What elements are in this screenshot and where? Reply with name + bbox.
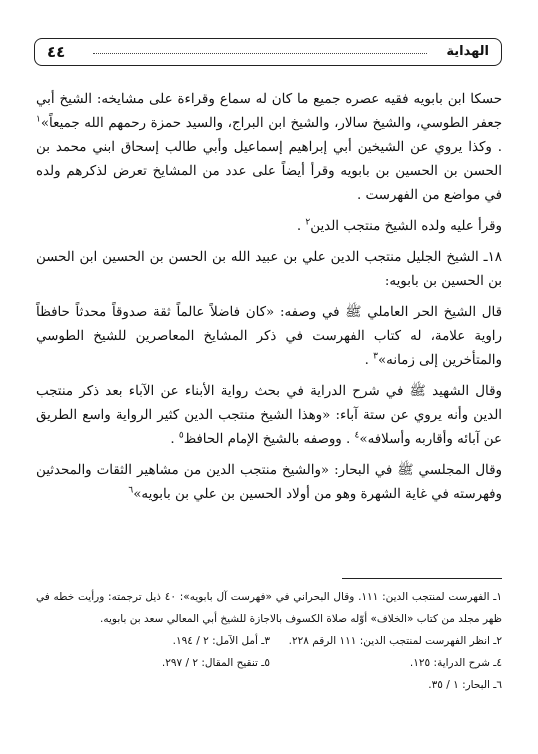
paragraph-6 [36, 459, 502, 507]
paragraph-6-text: وقال المجلسي ﷺ في البحار: «والشيخ منتجب الدين من مشاهير الثقات والمحدثين وفهرسته في غاية الشهرة وهو من أولاد الحسين بن علي بن بابويه» [36, 463, 502, 502]
footnote-row-2 [36, 652, 502, 674]
paragraph-5-period: . [170, 432, 179, 447]
paragraph-1 [36, 88, 502, 208]
page-header [34, 38, 502, 66]
page-number: ٤٤ [47, 43, 66, 61]
paragraph-4-period: . [364, 353, 374, 368]
paragraph-4 [36, 301, 502, 373]
paragraph-4-text: قال الشيخ الحر العاملي ﷺ في وصفه: «كان فاضلاً عالماً ثقة صدوقاً محدثاً حافظاً راوية علامة، له كتاب الفهرست في ذكر المشايخ المعاصرين للشيخ الطوسي والمتأخرين إلى زمانه» [36, 305, 502, 368]
footnote-ref-6: ٦ [128, 485, 134, 496]
paragraph-2-period: . [296, 219, 306, 234]
header-dotted-rule [93, 53, 427, 54]
paragraph-5-continued: . ووصفه بالشيخ الإمام الحافظ [183, 432, 355, 447]
footnote-2: ٢ـ انظر الفهرست لمنتجب الدين: ١١١ الرقم ٢٢٨. [288, 635, 502, 647]
footnote-separator [342, 578, 502, 579]
paragraph-1-text: حسكا ابن بابويه فقيه عصره جميع ما كان له سماع وقراءة على مشايخه: الشيخ أبي جعفر الطوسي، والشيخ سالار، والشيخ ابن البراج، والسيد حمزة رحمهم الله جميعاً» [36, 92, 502, 131]
footnote-row-1 [36, 630, 502, 652]
footnote-ref-2: ٢ [305, 217, 311, 228]
footnote-3: ٣ـ أمل الآمل: ٢ / ١٩٤. [172, 635, 270, 647]
paragraph-5 [36, 380, 502, 452]
paragraph-2-text: وقرأ عليه ولده الشيخ منتجب الدين [310, 219, 502, 234]
paragraph-1-continued: . وكذا يروي عن الشيخين أبي إبراهيم إسماعيل وأبي طالب إسحاق ابني محمد بن الحسن بن الحسين بن بابويه وقرأ أيضاً على عدد من المشايخ تعرض لذكرهم ولده في مواضع من الفهرست . [36, 140, 502, 203]
footnote-6: ٦ـ البحار: ١ / ٣٥. [428, 679, 502, 691]
main-text [36, 88, 502, 514]
paragraph-2 [36, 215, 502, 239]
footnote-5: ٥ـ تنقيح المقال: ٢ / ٢٩٧. [161, 657, 270, 669]
footnote-ref-3: ٣ [373, 351, 378, 362]
footnote-4: ٤ـ شرح الدراية: ١٢٥. [409, 657, 502, 669]
footnote-ref-4: ٤ [354, 430, 360, 441]
paragraph-3-text: ١٨ـ الشيخ الجليل منتجب الدين علي بن عبيد الله بن الحسن بن الحسين ابن الحسن بن الحسين بن بابويه: [36, 250, 502, 289]
footnote-row-3 [36, 674, 502, 696]
paragraph-5-text: وقال الشهيد ﷺ في شرح الدراية في بحث رواية الأبناء عن الآباء بعد ذكر منتجب الدين وأنه يروي عن ستة آباء: «وهذا الشيخ منتجب الدين كثير الرواية واسع الطريق عن آبائه وأقاربه وأسلافه» [36, 384, 502, 447]
footnote-ref-1: ١ [36, 114, 41, 125]
footnote-1: ١ـ الفهرست لمنتجب الدين: ١١١. وقال البحراني في «فهرست آل بابويه»: ٤٠ ذيل ترجمته: ورأيت خطه في ظهر مجلد من كتاب «الخلاف» أوّله صلاة الكسوف بالاجازة للشيخ أبي المعالي سعد بن بابويه. [36, 591, 502, 625]
footnote-ref-5: ٥ [178, 430, 184, 441]
paragraph-3 [36, 246, 502, 294]
footnotes [36, 586, 502, 696]
book-title: الهداية [446, 44, 489, 59]
